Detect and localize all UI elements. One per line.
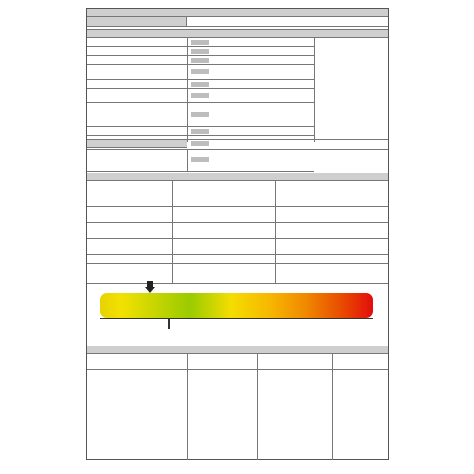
ep-scale-bar <box>100 293 373 318</box>
rated-arrow-icon <box>145 281 155 293</box>
assessment-header <box>87 173 388 181</box>
certificate-page <box>86 8 389 460</box>
number-row <box>87 17 388 27</box>
valid-until-row <box>87 140 187 148</box>
certificate-title-row <box>87 9 388 17</box>
consumption-header <box>87 346 388 354</box>
rated-building-header <box>87 30 388 38</box>
